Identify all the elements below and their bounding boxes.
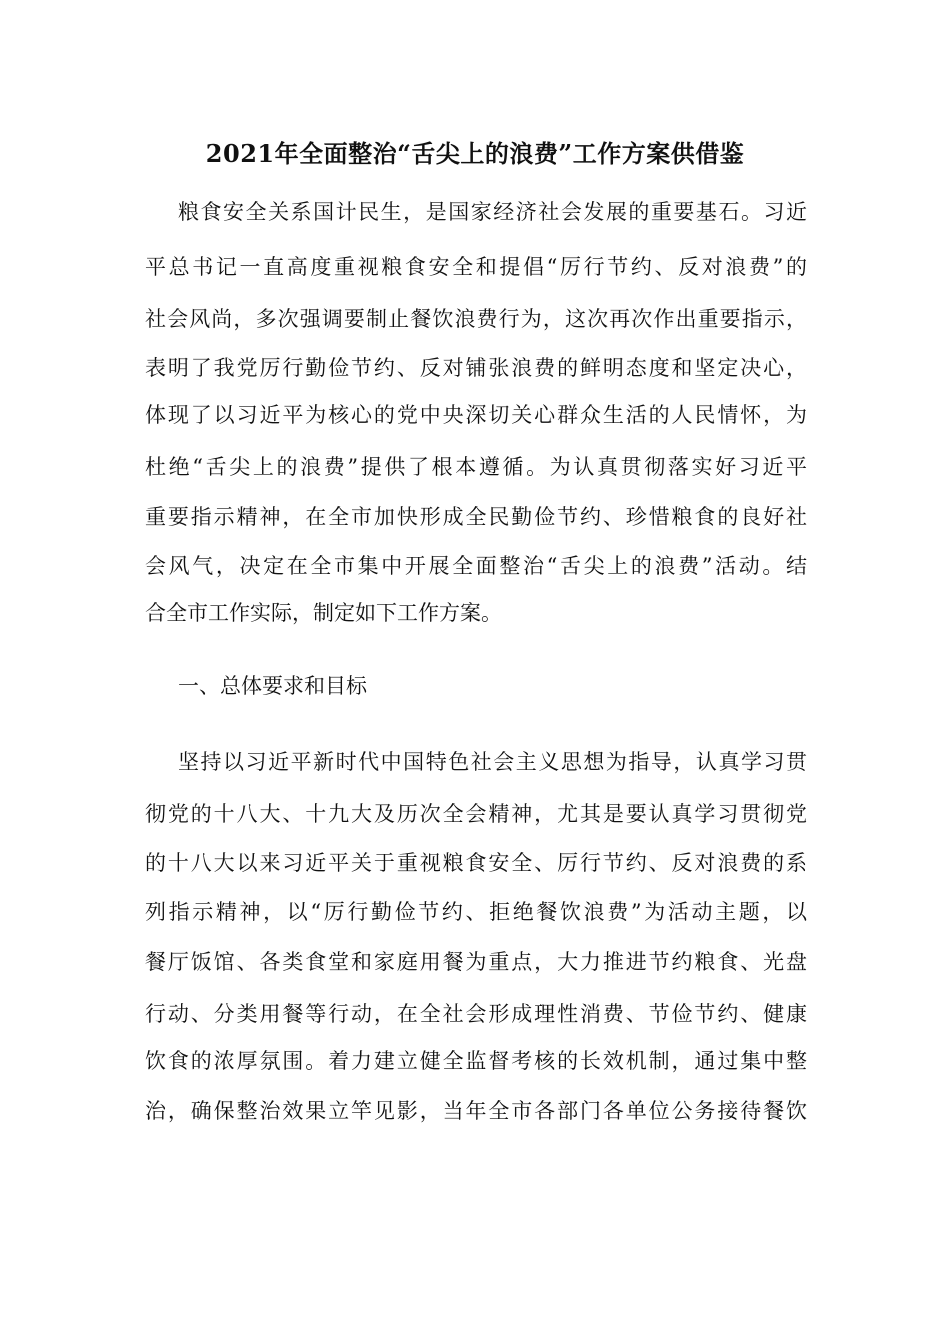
section-line: 行动、分类用餐等行动，在全社会形成理性消费、节俭节约、健康 bbox=[145, 1002, 807, 1026]
section-line: 坚持以习近平新时代中国特色社会主义思想为指导，认真学习贯 bbox=[178, 750, 807, 774]
section-line: 的十八大以来习近平关于重视粮食安全、厉行节约、反对浪费的系 bbox=[145, 851, 807, 875]
section-heading: 一、总体要求和目标 bbox=[178, 674, 367, 698]
intro-line: 杜绝“舌尖上的浪费”提供了根本遵循。为认真贯彻落实好习近平 bbox=[145, 455, 807, 479]
intro-line: 会风气，决定在全市集中开展全面整治“舌尖上的浪费”活动。结 bbox=[145, 554, 807, 578]
section-line: 餐厅饭馆、各类食堂和家庭用餐为重点，大力推进节约粮食、光盘 bbox=[145, 950, 807, 974]
intro-line: 表明了我党厉行勤俭节约、反对铺张浪费的鲜明态度和坚定决心， bbox=[145, 356, 807, 380]
document-title: 2021年全面整治“舌尖上的浪费”工作方案供借鉴 bbox=[205, 139, 745, 168]
section-line: 治，确保整治效果立竿见影，当年全市各部门各单位公务接待餐饮 bbox=[145, 1099, 807, 1123]
intro-line: 社会风尚，多次强调要制止餐饮浪费行为，这次再次作出重要指示， bbox=[145, 307, 807, 331]
section-line: 列指示精神，以“厉行勤俭节约、拒绝餐饮浪费”为活动主题，以 bbox=[145, 900, 807, 924]
intro-line: 体现了以习近平为核心的党中央深切关心群众生活的人民情怀，为 bbox=[145, 403, 807, 427]
section-line: 饮食的浓厚氛围。着力建立健全监督考核的长效机制，通过集中整 bbox=[145, 1049, 807, 1073]
intro-line: 重要指示精神，在全市加快形成全民勤俭节约、珍惜粮食的良好社 bbox=[145, 505, 807, 529]
intro-line: 合全市工作实际，制定如下工作方案。 bbox=[145, 601, 502, 625]
intro-line: 粮食安全关系国计民生，是国家经济社会发展的重要基石。习近 bbox=[178, 200, 807, 224]
intro-line: 平总书记一直高度重视粮食安全和提倡“厉行节约、反对浪费”的 bbox=[145, 255, 807, 279]
section-line: 彻党的十八大、十九大及历次全会精神，尤其是要认真学习贯彻党 bbox=[145, 802, 807, 826]
